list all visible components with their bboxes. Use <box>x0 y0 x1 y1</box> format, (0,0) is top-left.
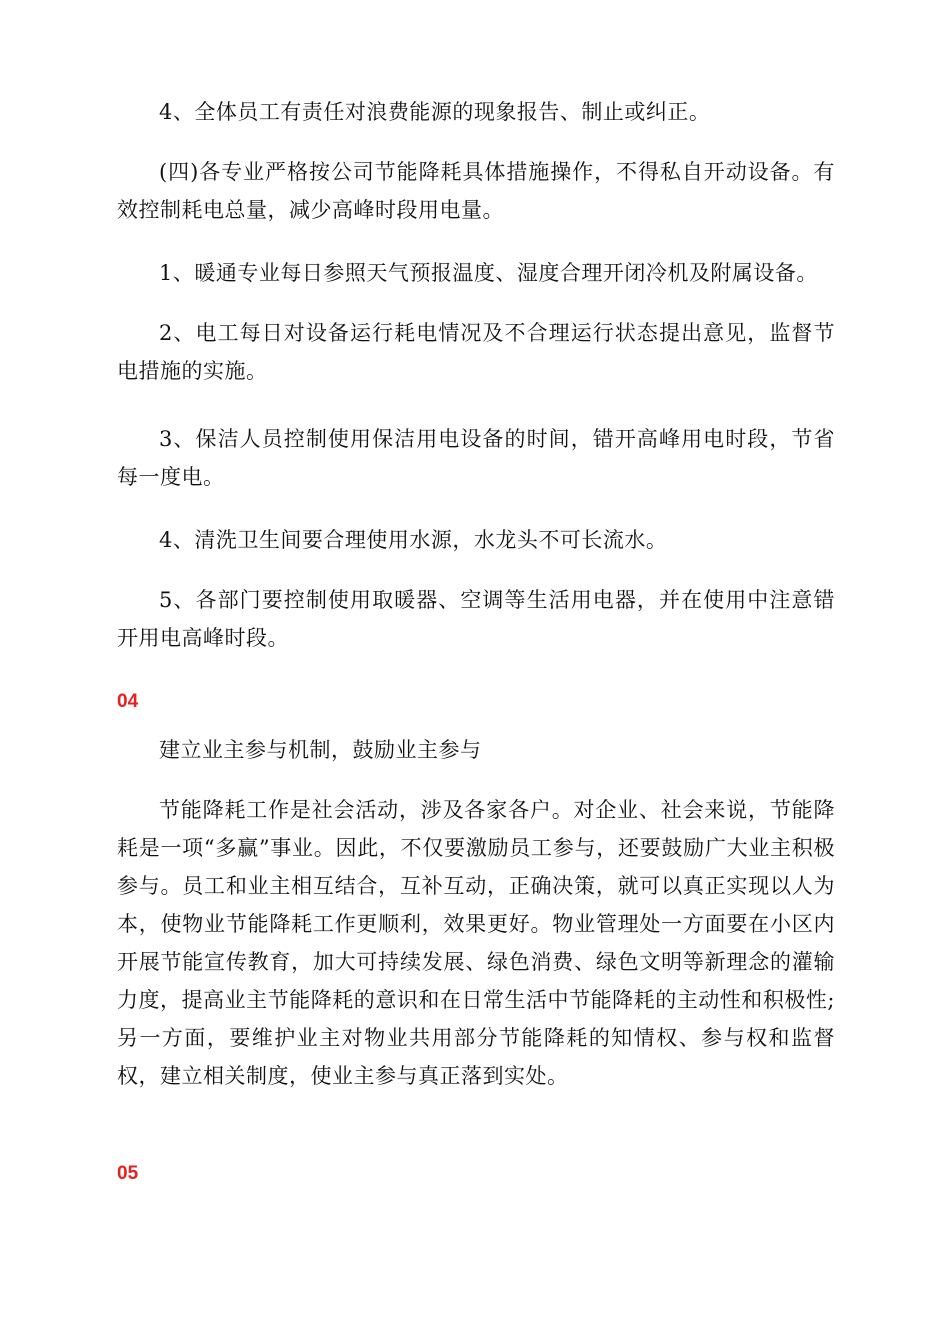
section-number-05: 05 <box>117 1163 139 1184</box>
paragraph-electrician-daily: 2、电工每日对设备运行耗电情况及不合理运行状态提出意见，监督节电措施的实施。 <box>117 321 835 383</box>
paragraph-owner-participation-body: 节能降耗工作是社会活动，涉及各家各户。对企业、社会来说，节能降耗是一项“多赢”事业。因此，不仅要激励员工参与，还要鼓励广大业主积极参与。员工和业主相互结合，互补互动，正确决策，就可以真正实现以人为本，使物业节能降耗工作更顺利，效果更好。物业管理处一方面要在小区内开展节能宣传教育，加大可持续发展、绿色消费、绿色文明等新理念的灌输力度，提高业主节能降耗的意识和在日常生活中节能降耗的主动性和积极性;另一方面，要维护业主对物业共用部分节能降耗的知情权、参与权和监督权，建立相关制度，使业主参与真正落到实处。 <box>117 798 835 1088</box>
section-number-04: 04 <box>117 691 139 712</box>
paragraph-follow-measures: (四)各专业严格按公司节能降耗具体措施操作，不得私自开动设备。有效控制耗电总量，减少高峰时段用电量。 <box>117 160 835 222</box>
section-heading-owner-participation: 建立业主参与机制，鼓励业主参与 <box>159 738 482 762</box>
paragraph-department-appliances: 5、各部门要控制使用取暖器、空调等生活用电器，并在使用中注意错开用电高峰时段。 <box>117 588 835 650</box>
paragraph-restroom-water: 4、清洗卫生间要合理使用水源，水龙头不可长流水。 <box>159 528 668 552</box>
paragraph-staff-report-waste: 4、全体员工有责任对浪费能源的现象报告、制止或纠正。 <box>159 100 711 124</box>
paragraph-cleaning-staff: 3、保洁人员控制使用保洁用电设备的时间，错开高峰用电时段，节省每一度电。 <box>117 427 835 489</box>
paragraph-hvac-daily: 1、暖通专业每日参照天气预报温度、湿度合理开闭冷机及附属设备。 <box>159 261 818 285</box>
